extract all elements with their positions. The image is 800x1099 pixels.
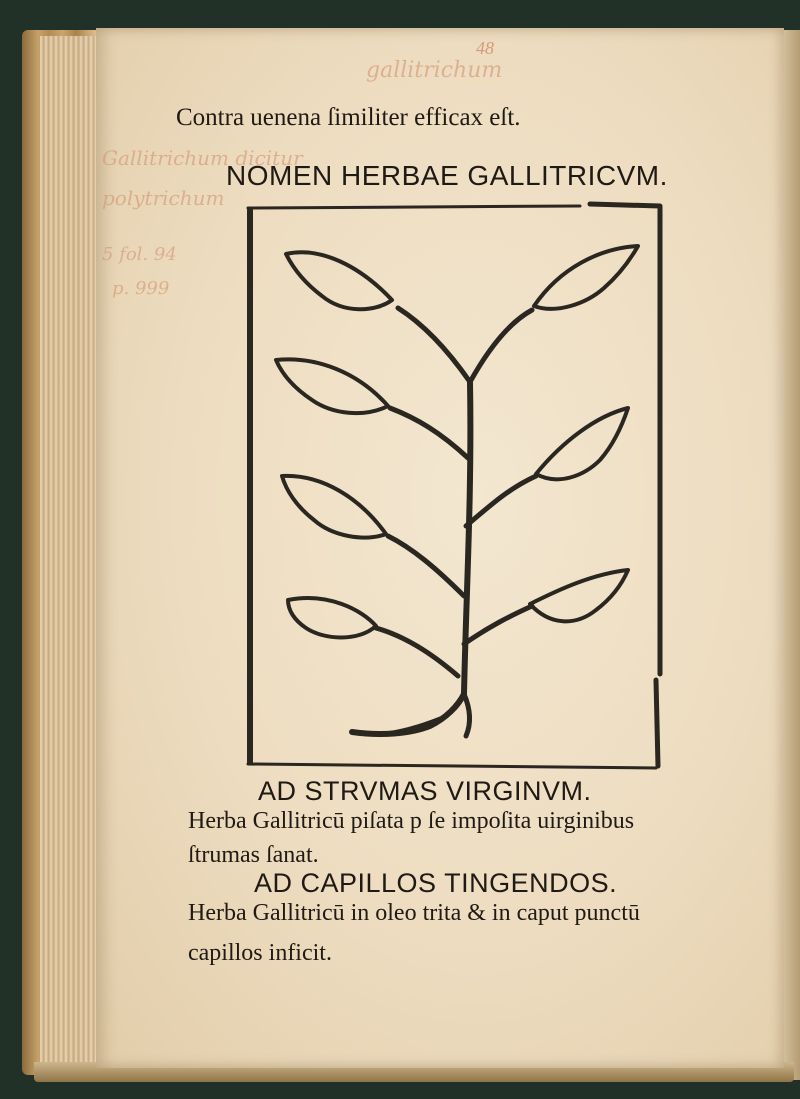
manuscript-margin-note: polytrichum <box>102 186 225 210</box>
text-line: Herba Gallitricū in oleo trita & in caput punctū <box>188 900 640 926</box>
herb-woodcut <box>240 196 666 780</box>
text-line: capillos inficit. <box>188 940 332 966</box>
text-line: Herba Gallitricū piſata p ſe impoſita uirginibus <box>188 808 635 834</box>
manuscript-note-top: gallitrichum <box>366 58 503 83</box>
heading-capillos: AD CAPILLOS TINGENDOS. <box>254 868 618 898</box>
folio-number: 48 <box>476 38 494 58</box>
text-line: Contra uenena ſimiliter efficax eſt. <box>176 104 521 131</box>
heading-herb-name: NOMEN HERBAE GALLITRICVM. <box>226 160 668 191</box>
manuscript-margin-note: p. 999 <box>112 278 170 299</box>
manuscript-margin-note: Gallitrichum dicitur <box>102 146 303 170</box>
heading-strumas: AD STRVMAS VIRGINVM. <box>258 776 592 806</box>
manuscript-margin-note: 5 fol. 94 <box>102 244 177 265</box>
text-line: ſtrumas ſanat. <box>188 842 319 868</box>
